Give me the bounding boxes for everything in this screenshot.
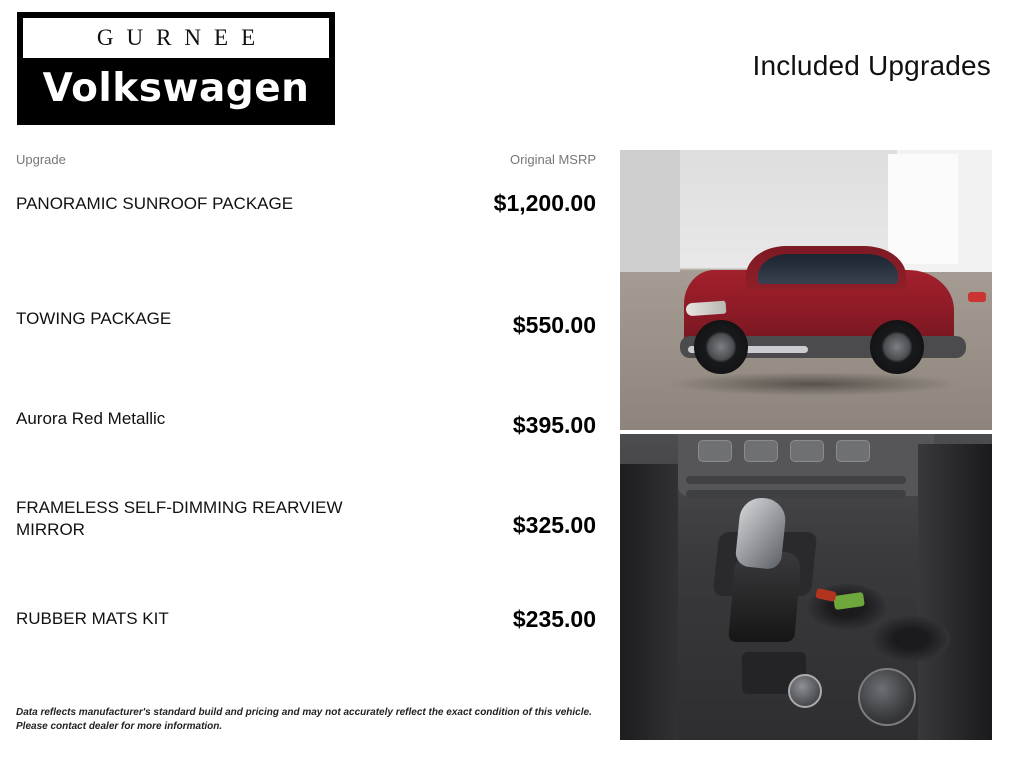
upgrade-price: $550.00 — [512, 311, 596, 338]
table-row — [16, 269, 596, 369]
column-header-original-msrp: Original MSRP — [510, 152, 596, 167]
vehicle-windows — [758, 254, 898, 284]
dashboard-vent — [686, 490, 906, 498]
dealer-name-volkswagen: Volkswagen — [42, 66, 310, 111]
dashboard-button — [790, 440, 824, 462]
upgrade-price: $1,200.00 — [493, 190, 596, 216]
drive-mode-dial — [858, 668, 916, 726]
table-row — [16, 169, 596, 269]
upgrade-price: $235.00 — [512, 605, 596, 632]
gear-shifter-knob — [734, 496, 787, 570]
upgrade-name: RUBBER MATS KIT — [16, 609, 169, 628]
dealer-logo — [17, 12, 335, 125]
upgrade-name: TOWING PACKAGE — [16, 309, 172, 328]
driver-seat — [620, 464, 678, 740]
upgrade-name: PANORAMIC SUNROOF PACKAGE — [16, 194, 294, 213]
vehicle-exterior-photo — [620, 150, 992, 430]
vehicle-headlight — [686, 301, 727, 317]
upgrade-name: Aurora Red Metallic — [16, 409, 166, 428]
dealer-name-gurnee: GURNEE — [96, 25, 269, 50]
vehicle-taillight — [968, 292, 986, 302]
vehicle-front-wheel — [694, 320, 748, 374]
upgrade-price: $325.00 — [512, 511, 596, 538]
console-small-dial — [788, 674, 822, 708]
showroom-light-panel — [888, 154, 958, 264]
dashboard-button — [836, 440, 870, 462]
upgrade-price: $395.00 — [512, 411, 596, 438]
disclaimer-line-1: Data reflects manufacturer's standard build and pricing and may not accurately reflect the exact condition of this vehicle. — [16, 707, 592, 718]
page-title: Included Upgrades — [752, 50, 991, 81]
dashboard-button — [744, 440, 778, 462]
dealer-logo-top — [23, 18, 329, 58]
table-row — [16, 469, 596, 569]
disclaimer — [16, 706, 606, 734]
dashboard-button — [698, 440, 732, 462]
table-row — [16, 369, 596, 469]
vehicle-interior-console-photo — [620, 434, 992, 740]
table-header-row — [16, 152, 596, 169]
cup-holder — [872, 616, 950, 662]
upgrade-name: FRAMELESS SELF-DIMMING REARVIEW MIRROR — [16, 498, 343, 539]
vehicle-shadow — [668, 372, 958, 396]
dealer-logo-bottom — [23, 58, 329, 119]
column-header-upgrade: Upgrade — [16, 152, 66, 167]
table-row — [16, 569, 596, 669]
included-upgrades-table — [16, 152, 596, 669]
passenger-seat — [918, 444, 992, 740]
dashboard-vent — [686, 476, 906, 484]
disclaimer-line-2: Please contact dealer for more information. — [16, 721, 223, 732]
showroom-wall-left — [620, 150, 680, 272]
vehicle-rear-wheel — [870, 320, 924, 374]
